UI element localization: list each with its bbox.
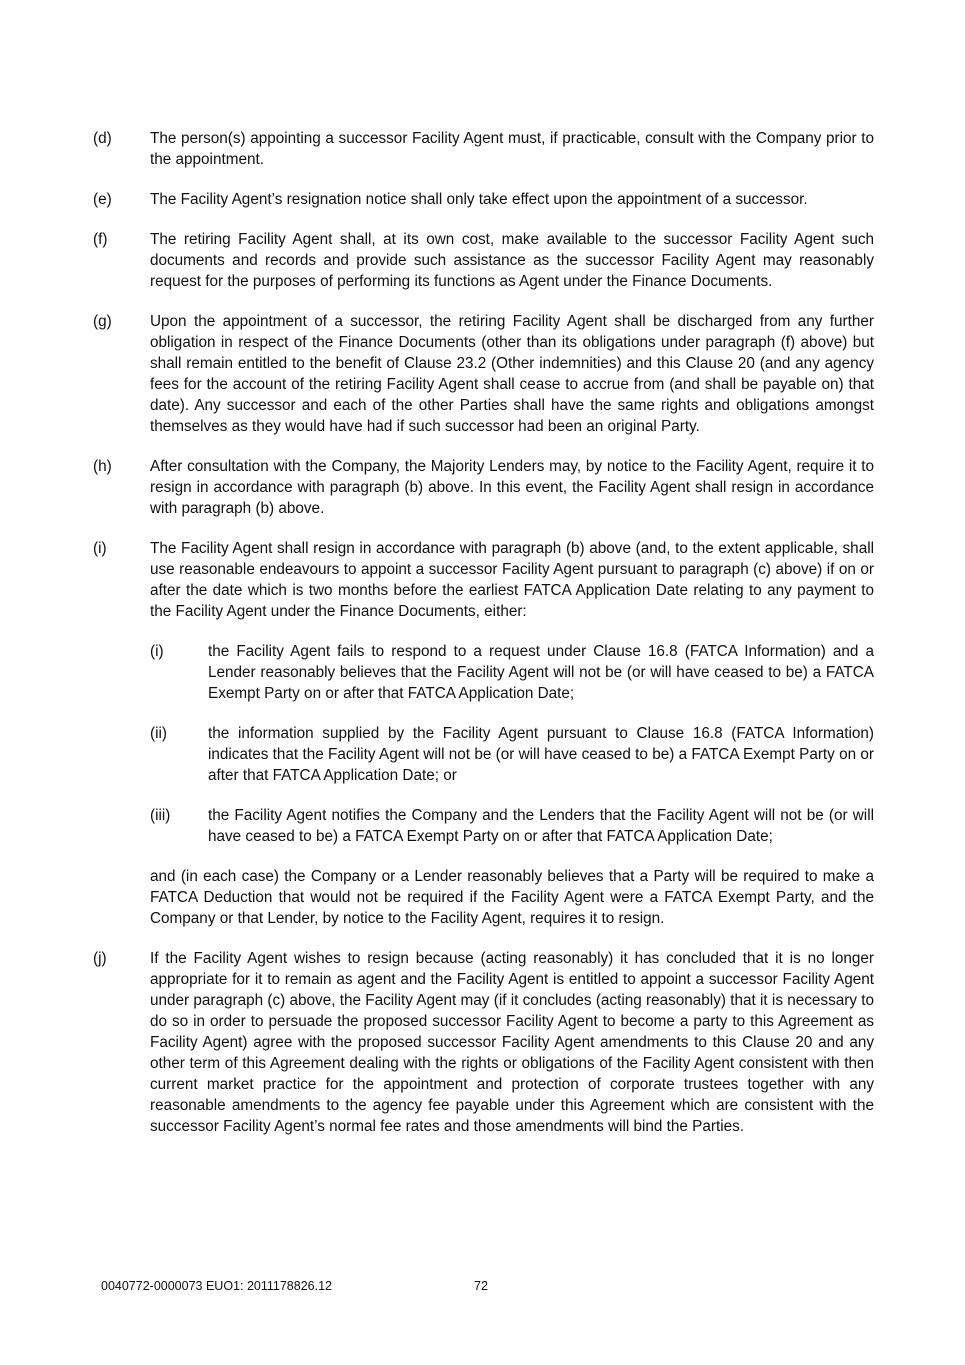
paragraph-label: (g) xyxy=(93,313,112,330)
paragraph-text: After consultation with the Company, the Majority Lenders may, by notice to the Facility Agent, require it to resign in accordance with paragraph (b) above. In this event, the Facility Agent shall resign in accordance with paragraph (b) above. xyxy=(150,458,874,517)
subparagraph-label: (i) xyxy=(150,643,164,660)
paragraph-h xyxy=(93,456,874,519)
paragraph-text: The retiring Facility Agent shall, at its own cost, make available to the successor Facility Agent such documents and records and provide such assistance as the successor Facility Agent may reasonably request for the purposes of performing its functions as Agent under the Finance Documents. xyxy=(150,231,874,290)
paragraph-label: (e) xyxy=(93,191,112,208)
paragraph-i xyxy=(93,538,874,929)
paragraph-text: Upon the appointment of a successor, the retiring Facility Agent shall be discharged from any further obligation in respect of the Finance Documents (other than its obligations under paragraph (f) above) but shall remain entitled to the benefit of Clause 23.2 (Other indemnities) and this Clause 20 (and any agency fees for the account of the retiring Facility Agent shall cease to accrue from (and shall be payable on) that date). Any successor and each of the other Parties shall have the same rights and obligations amongst themselves as they would have had if such successor had been an original Party. xyxy=(150,313,874,435)
footer-page-number: 72 xyxy=(474,1279,488,1293)
paragraph-label: (f) xyxy=(93,231,108,248)
subparagraph-text: the information supplied by the Facility Agent pursuant to Clause 16.8 (FATCA Information) indicates that the Facility Agent will not be (or will have ceased to be) a FATCA Exempt Party on or after that FATCA Application Date; or xyxy=(208,725,874,784)
subparagraph-text: the Facility Agent notifies the Company and the Lenders that the Facility Agent will not be (or will have ceased to be) a FATCA Exempt Party on or after that FATCA Application Date; xyxy=(208,807,874,845)
subparagraph-label: (ii) xyxy=(150,725,167,742)
subparagraph-list xyxy=(150,641,874,847)
paragraph-text: The Facility Agent shall resign in accordance with paragraph (b) above (and, to the extent applicable, shall use reasonable endeavours to appoint a successor Facility Agent pursuant to paragraph (c) above) if on or after the date which is two months before the earliest FATCA Application Date relating to any payment to the Facility Agent under the Finance Documents, either: xyxy=(150,540,874,620)
paragraph-trailing-text: and (in each case) the Company or a Lender reasonably believes that a Party will be required to make a FATCA Deduction that would not be required if the Facility Agent were a FATCA Exempt Party, and the Company or that Lender, by notice to the Facility Agent, requires it to resign. xyxy=(150,868,874,927)
paragraph-text: If the Facility Agent wishes to resign because (acting reasonably) it has concluded that it is no longer appropriate for it to remain as agent and the Facility Agent is entitled to appoint a successor Facility Agent under paragraph (c) above, the Facility Agent may (if it concludes (acting reasonably) that it is necessary to do so in order to persuade the proposed successor Facility Agent to become a party to this Agreement as Facility Agent) agree with the proposed successor Facility Agent amendments to this Clause 20 and any other term of this Agreement dealing with the rights or obligations of the Facility Agent consistent with then current market practice for the appointment and protection of corporate trustees together with any reasonable amendments to the agency fee payable under this Agreement which are consistent with the successor Facility Agent’s normal fee rates and those amendments will bind the Parties. xyxy=(150,950,874,1135)
paragraph-text: The person(s) appointing a successor Facility Agent must, if practicable, consult with the Company prior to the appointment. xyxy=(150,130,874,168)
footer-document-reference: 0040772-0000073 EUO1: 2011178826.12 xyxy=(101,1279,332,1293)
subparagraph-text: the Facility Agent fails to respond to a request under Clause 16.8 (FATCA Information) and a Lender reasonably believes that the Facility Agent will not be (or will have ceased to be) a FATCA Exempt Party on or after that FATCA Application Date; xyxy=(208,643,874,702)
paragraph-label: (j) xyxy=(93,950,107,967)
paragraph-text: The Facility Agent’s resignation notice shall only take effect upon the appointment of a successor. xyxy=(150,191,808,208)
paragraph-f xyxy=(93,229,874,292)
paragraph-d xyxy=(93,128,874,170)
subparagraph-iii xyxy=(150,805,874,847)
subparagraph-label: (iii) xyxy=(150,807,171,824)
subparagraph-ii xyxy=(150,723,874,786)
paragraph-g xyxy=(93,311,874,437)
paragraph-e xyxy=(93,189,874,210)
clause-body xyxy=(93,128,874,1156)
paragraph-label: (h) xyxy=(93,458,112,475)
subparagraph-i xyxy=(150,641,874,704)
paragraph-label: (i) xyxy=(93,540,107,557)
paragraph-label: (d) xyxy=(93,130,112,147)
paragraph-j xyxy=(93,948,874,1137)
